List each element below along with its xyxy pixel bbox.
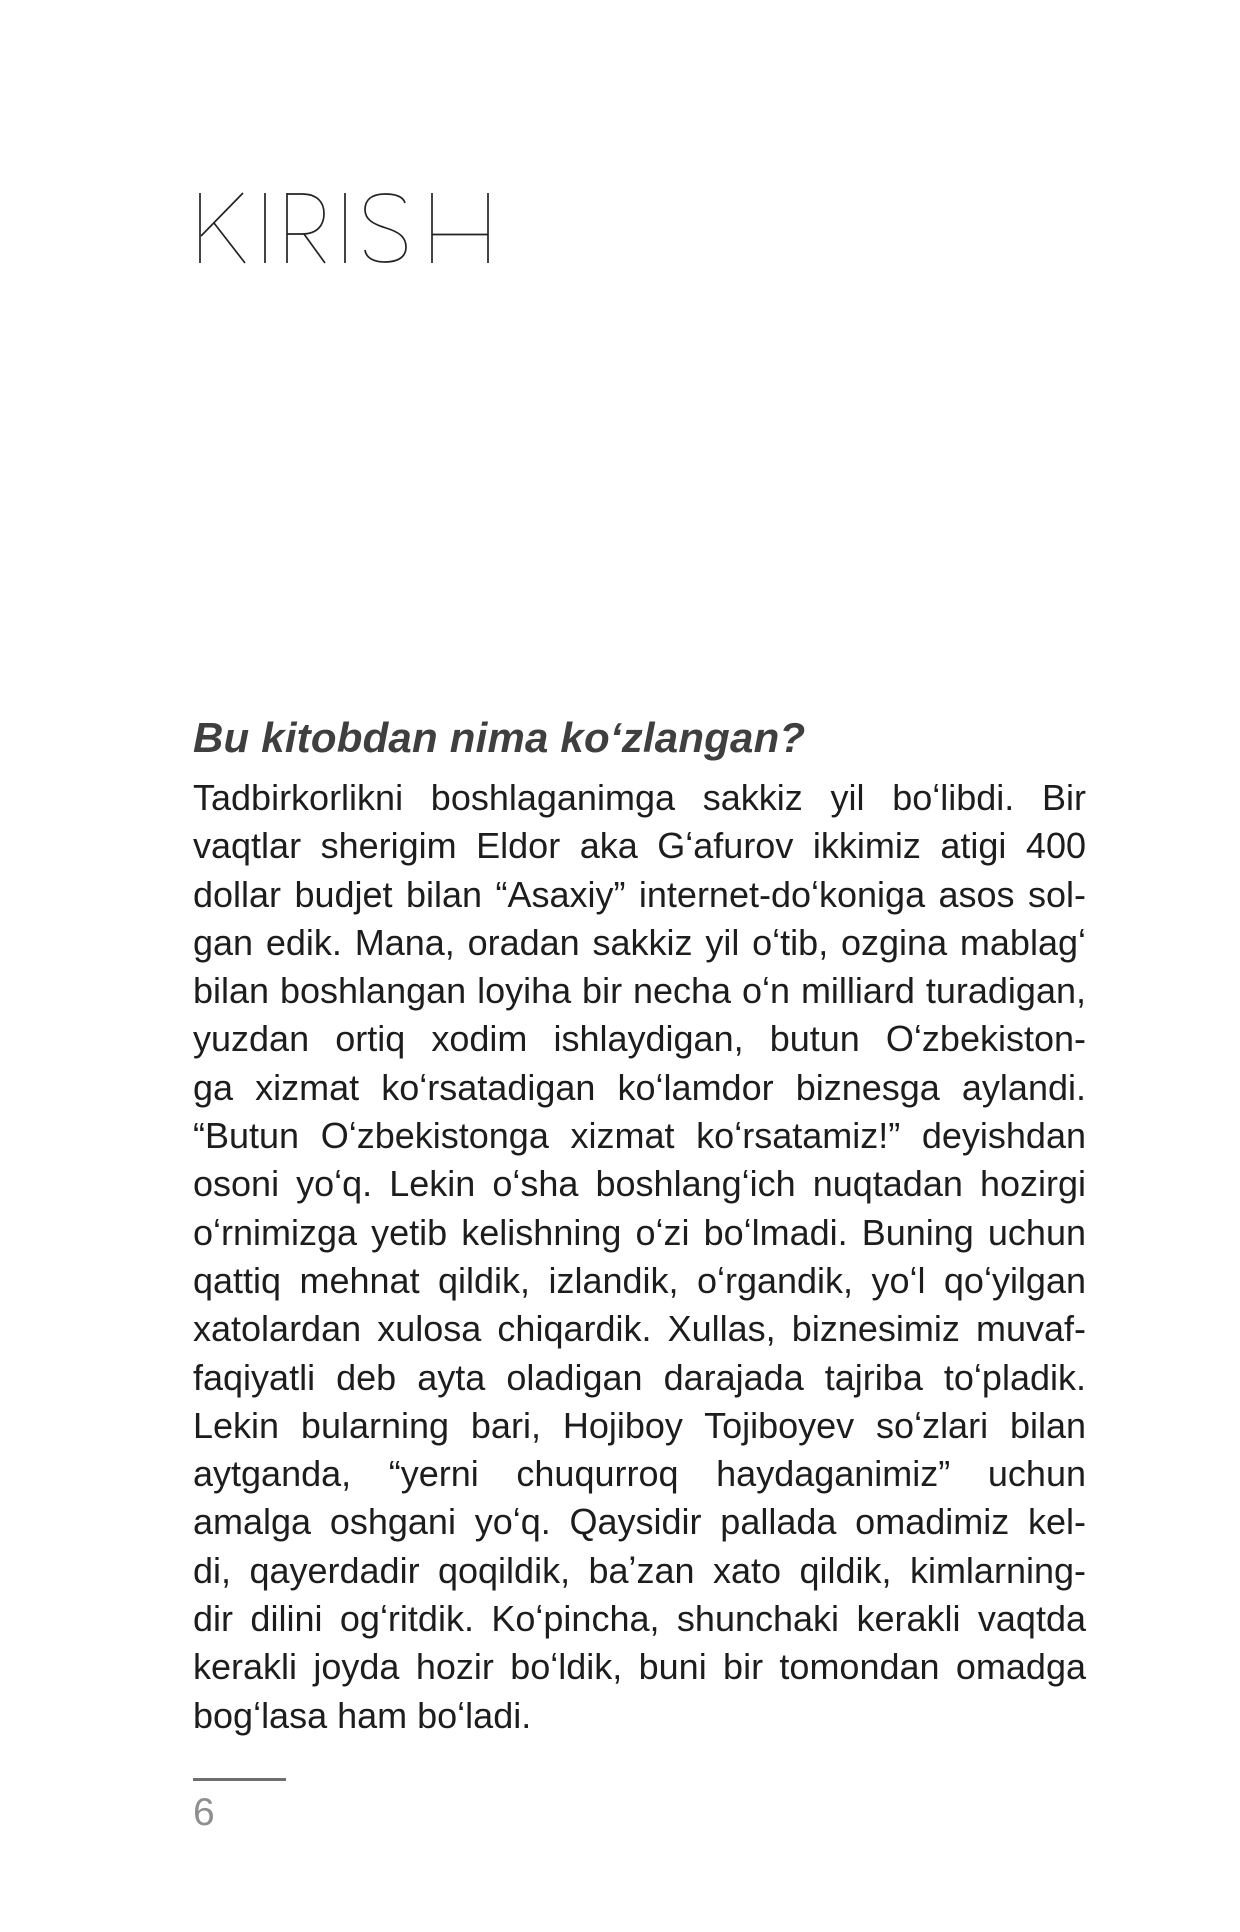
body-line: aytganda, “yerni chuqurroq haydaganimiz” uchun bbox=[193, 1453, 1086, 1495]
page-number: 6 bbox=[193, 1791, 215, 1834]
body-line: bilan boshlangan loyiha bir necha oʻn milliard turadigan, bbox=[193, 970, 1086, 1012]
body-line: xatolardan xulosa chiqardik. Xullas, biznesimiz muvaf- bbox=[193, 1308, 1086, 1350]
body-line: dir dilini ogʻritdik. Koʻpincha, shunchaki kerakli vaqtda bbox=[193, 1598, 1086, 1640]
body-line: osoni yoʻq. Lekin oʻsha boshlangʻich nuqtadan hozirgi bbox=[193, 1163, 1086, 1205]
body-line: “Butun Oʻzbekistonga xizmat koʻrsatamiz!” deyishdan bbox=[193, 1115, 1086, 1157]
body-line: qattiq mehnat qildik, izlandik, oʻrgandik, yoʻl qoʻyilgan bbox=[193, 1259, 1086, 1301]
section-title: Bu kitobdan nima koʻzlangan? bbox=[193, 714, 806, 761]
footer-rule bbox=[193, 1778, 286, 1781]
chapter-heading-text bbox=[0, 0, 1, 1]
body-line: Tadbirkorlikni boshlaganimga sakkiz yil boʻlibdi. Bir bbox=[193, 777, 1086, 818]
body-line: Lekin bularning bari, Hojiboy Tojiboyev soʻzlari bilan bbox=[193, 1404, 1086, 1446]
body-paragraph bbox=[193, 774, 1086, 1740]
body-line: oʻrnimizga yetib kelishning oʻzi boʻlmadi. Buning uchun bbox=[193, 1211, 1086, 1253]
body-line: ga xizmat koʻrsatadigan koʻlamdor biznesga aylandi. bbox=[193, 1066, 1086, 1108]
body-line: di, qayerdadir qoqildik, baʼzan xato qildik, kimlarning- bbox=[193, 1549, 1086, 1591]
chapter-heading bbox=[196, 192, 492, 264]
body-line: gan edik. Mana, oradan sakkiz yil oʻtib, ozgina mablagʻ bbox=[193, 921, 1086, 963]
body-line: vaqtlar sherigim Eldor aka Gʻafurov ikkimiz atigi 400 bbox=[193, 825, 1086, 867]
body-line: faqiyatli deb ayta oladigan darajada tajriba toʻpladik. bbox=[193, 1356, 1086, 1398]
body-line: amalga oshgani yoʻq. Qaysidir pallada omadimiz kel- bbox=[193, 1501, 1086, 1543]
body-line: yuzdan ortiq xodim ishlaydigan, butun Oʻzbekiston- bbox=[193, 1018, 1086, 1060]
body-line: dollar budjet bilan “Asaxiy” internet-doʻkoniga asos sol- bbox=[193, 873, 1086, 915]
body-line: bogʻlasa ham boʻladi. bbox=[193, 1694, 532, 1736]
body-line: kerakli joyda hozir boʻldik, buni bir tomondan omadga bbox=[193, 1646, 1086, 1688]
